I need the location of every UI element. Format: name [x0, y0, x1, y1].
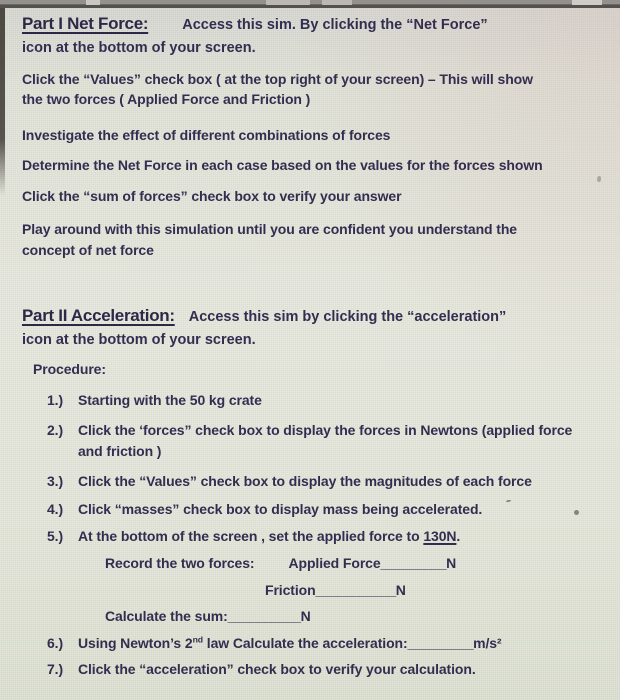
acceleration-unit: m/s² [473, 635, 502, 651]
paragraph-values-line2: the two forces ( Applied Force and Friction ) [22, 91, 311, 107]
step-5-target-value: 130N [423, 528, 457, 544]
calculate-sum-line [22, 606, 606, 626]
step-2-line2: and friction ) [78, 443, 162, 459]
paragraph-play [22, 219, 606, 261]
part1-intro-line [22, 11, 606, 38]
step-5 [22, 526, 606, 546]
applied-force-field [289, 555, 457, 571]
step-6 [22, 633, 606, 653]
calculate-sum-unit: N [300, 608, 311, 624]
step-1 [22, 390, 606, 410]
friction-unit: N [395, 582, 406, 598]
step-4 [22, 499, 606, 519]
worksheet-page [0, 8, 620, 679]
step-4-number: 4.) [47, 501, 64, 517]
paragraph-investigate: Investigate the effect of different combinations of forces [22, 127, 391, 143]
calculate-sum-label: Calculate the sum: [105, 608, 228, 624]
paragraph-play-line1: Play around with this simulation until you are confident you understand the [22, 221, 517, 237]
step-3-text: Click the “Values” check box to display the magnitudes of each force [78, 473, 532, 489]
record-forces-label: Record the two forces: [105, 555, 255, 571]
part2-intro-line2: icon at the bottom of your screen. [22, 332, 256, 348]
step-7 [22, 659, 606, 679]
part1-heading: Part I Net Force: [22, 14, 149, 33]
step-6-ordinal-suffix: nd [192, 634, 203, 645]
part1-intro-text: Access this sim. By clicking the “Net Force” [182, 17, 488, 33]
applied-force-label: Applied Force [288, 555, 381, 571]
step-6-text [78, 633, 606, 653]
step-6-pre: Using Newton’s 2 [78, 635, 193, 651]
procedure-label: Procedure: [33, 361, 106, 377]
top-bar-light-segment [572, 0, 602, 5]
step-1-number: 1.) [47, 392, 64, 408]
step-6-mid: law Calculate the acceleration: [202, 635, 408, 651]
top-bar-light-segment [266, 0, 310, 5]
record-forces-line [22, 553, 606, 573]
step-6-number: 6.) [47, 635, 64, 651]
friction-blank: ___________ [315, 582, 396, 598]
part2-heading: Part II Acceleration: [22, 306, 175, 325]
friction-field [22, 580, 606, 600]
top-bar-light-segment [322, 0, 352, 5]
step-5-number: 5.) [47, 528, 64, 544]
acceleration-blank: _________ [407, 635, 474, 651]
friction-label: Friction [265, 582, 316, 598]
applied-force-blank: _________ [380, 555, 447, 571]
step-5-text [78, 526, 606, 546]
photo-top-edge-bar [0, 0, 620, 8]
paragraph-play-line2: concept of net force [22, 242, 154, 258]
step-2-line1: Click the ‘forces” check box to display the forces in Newtons (applied force [78, 422, 573, 438]
step-3-number: 3.) [47, 473, 64, 489]
paragraph-values-line1: Click the “Values” check box ( at the top right of your screen) – This will show [22, 71, 533, 87]
part1-intro-line2: icon at the bottom of your screen. [22, 40, 256, 56]
part2-intro-line [22, 303, 606, 330]
top-bar-light-segment [86, 0, 100, 5]
paragraph-values [22, 69, 606, 109]
paragraph-determine: Determine the Net Force in each case based on the values for the forces shown [22, 157, 543, 173]
step-2-number: 2.) [47, 422, 64, 438]
step-2 [22, 420, 606, 462]
part2-intro-text: Access this sim by clicking the “acceleration” [188, 309, 507, 325]
step-7-number: 7.) [47, 661, 64, 677]
calculate-sum-blank: __________ [227, 608, 301, 624]
step-1-text: Starting with the 50 kg crate [78, 392, 262, 408]
step-5-pre: At the bottom of the screen , set the applied force to [78, 528, 424, 544]
paragraph-sum-check: Click the “sum of forces” check box to verify your answer [22, 188, 402, 204]
step-5-post: . [456, 528, 461, 544]
step-7-text: Click the “acceleration” check box to verify your calculation. [78, 661, 476, 677]
step-4-text: Click “masses” check box to display mass being accelerated. [78, 501, 483, 517]
applied-force-unit: N [446, 555, 457, 571]
step-3 [22, 471, 606, 491]
